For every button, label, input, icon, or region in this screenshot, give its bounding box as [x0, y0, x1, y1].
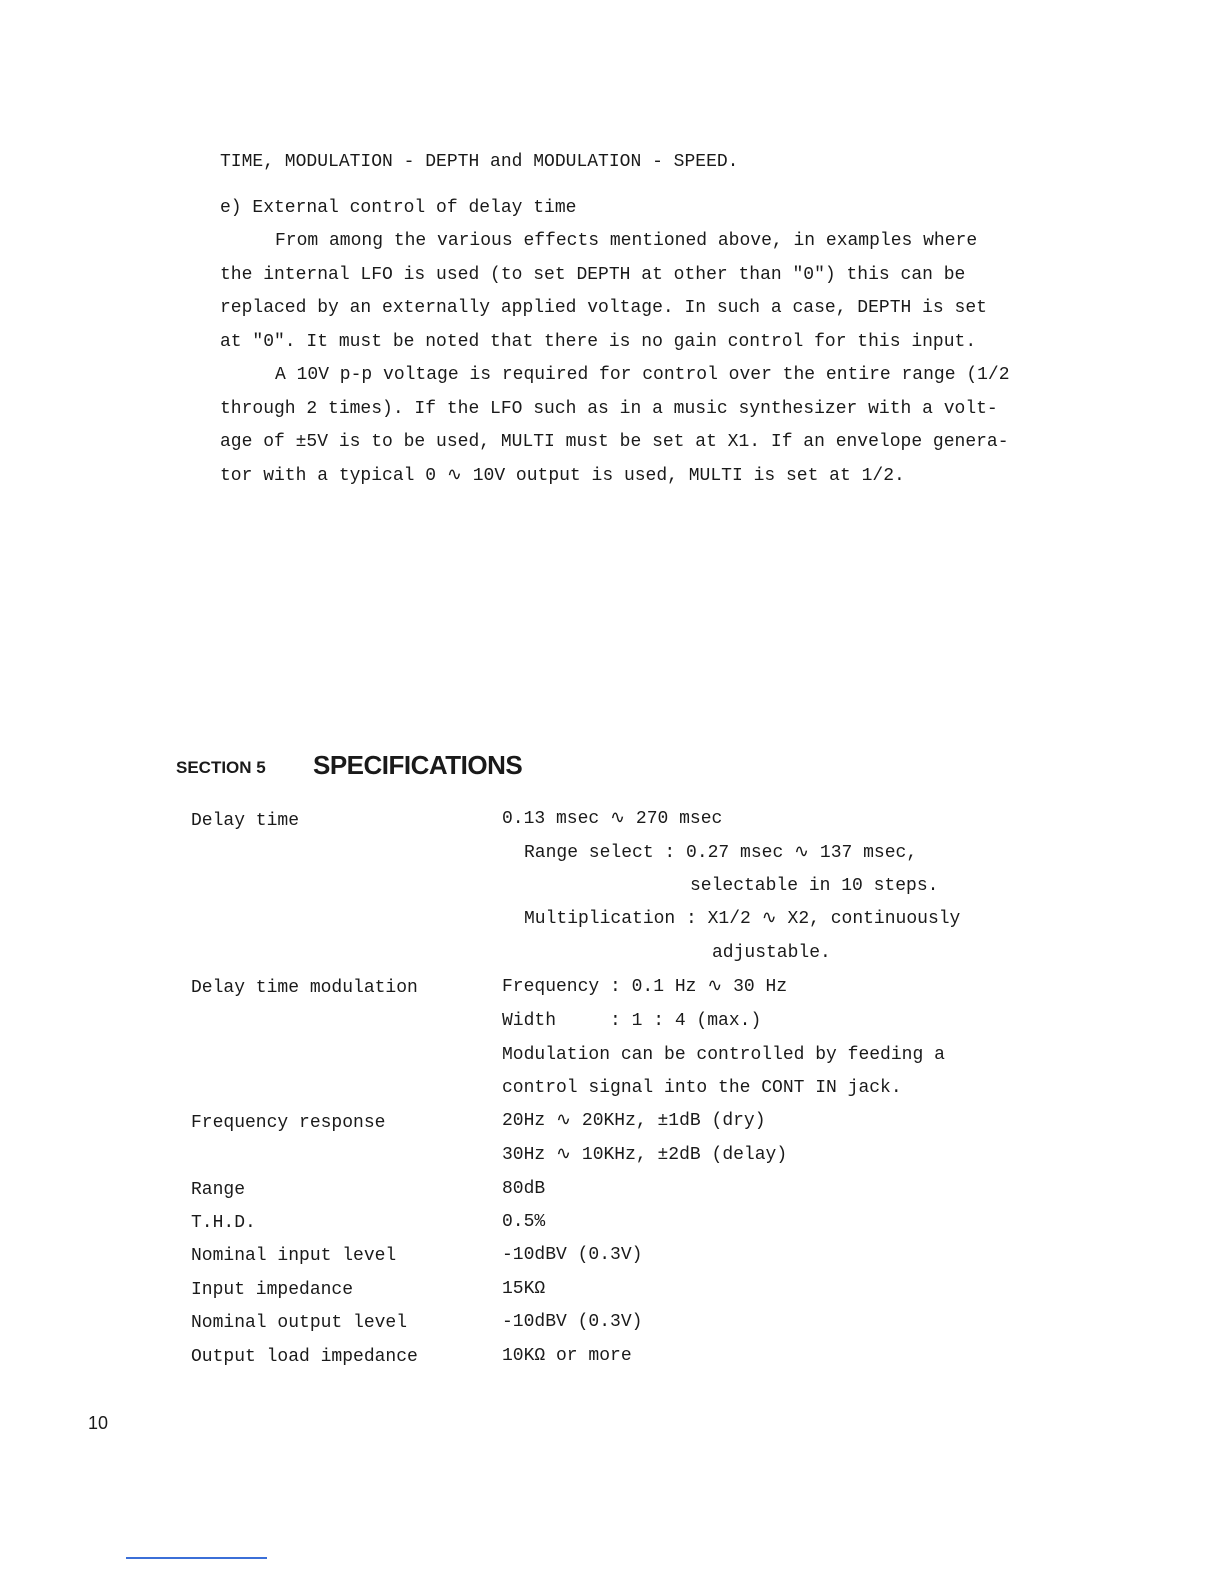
body-line: age of ±5V is to be used, MULTI must be set at X1. If an envelope genera- — [220, 432, 1009, 452]
section-title: SPECIFICATIONS — [313, 750, 523, 780]
spec-value: adjustable. — [712, 943, 831, 963]
body-line: replaced by an externally applied voltage. In such a case, DEPTH is set — [220, 298, 987, 318]
spec-label: Nominal input level — [191, 1246, 397, 1266]
body-line: A 10V p-p voltage is required for control over the entire range (1/2 — [275, 365, 1010, 385]
spec-value: -10dBV (0.3V) — [502, 1312, 643, 1332]
spec-value: 10KΩ or more — [502, 1346, 632, 1366]
page-number: 10 — [88, 1413, 109, 1433]
body-line: the internal LFO is used (to set DEPTH at other than "0") this can be — [220, 265, 966, 285]
body-line: From among the various effects mentioned above, in examples where — [275, 231, 978, 251]
spec-value: -10dBV (0.3V) — [502, 1245, 643, 1265]
spec-label: T.H.D. — [191, 1213, 256, 1233]
spec-value: 30Hz ∿ 10KHz, ±2dB (delay) — [502, 1145, 788, 1165]
spec-label: Delay time — [191, 811, 300, 831]
spec-value: selectable in 10 steps. — [690, 876, 939, 896]
body-line: through 2 times). If the LFO such as in a music synthesizer with a volt- — [220, 399, 998, 419]
body-line: TIME, MODULATION - DEPTH and MODULATION - SPEED. — [220, 152, 739, 172]
body-line: e) External control of delay time — [220, 198, 577, 218]
spec-value: Range select : 0.27 msec ∿ 137 msec, — [524, 843, 918, 863]
body-line: at "0". It must be noted that there is no gain control for this input. — [220, 332, 977, 352]
spec-label: Delay time modulation — [191, 978, 418, 998]
spec-label: Input impedance — [191, 1280, 354, 1300]
spec-value: Frequency : 0.1 Hz ∿ 30 Hz — [502, 977, 788, 997]
spec-value: Width : 1 : 4 (max.) — [502, 1011, 762, 1031]
spec-value: 20Hz ∿ 20KHz, ±1dB (dry) — [502, 1111, 766, 1131]
spec-label: Frequency response — [191, 1113, 386, 1133]
body-line: tor with a typical 0 ∿ 10V output is used, MULTI is set at 1/2. — [220, 466, 905, 486]
spec-label: Output load impedance — [191, 1347, 418, 1367]
spec-value: 0.5% — [502, 1212, 546, 1232]
spec-value: 80dB — [502, 1179, 546, 1199]
spec-value: 15KΩ — [502, 1279, 546, 1299]
spec-value: Modulation can be controlled by feeding a — [502, 1045, 945, 1065]
spec-value: control signal into the CONT IN jack. — [502, 1078, 902, 1098]
spec-value: 0.13 msec ∿ 270 msec — [502, 809, 723, 829]
bottom-rule — [126, 1557, 267, 1559]
spec-value: Multiplication : X1/2 ∿ X2, continuously — [524, 909, 961, 929]
section-label: SECTION 5 — [176, 758, 266, 777]
spec-label: Nominal output level — [191, 1313, 408, 1333]
spec-label: Range — [191, 1180, 246, 1200]
